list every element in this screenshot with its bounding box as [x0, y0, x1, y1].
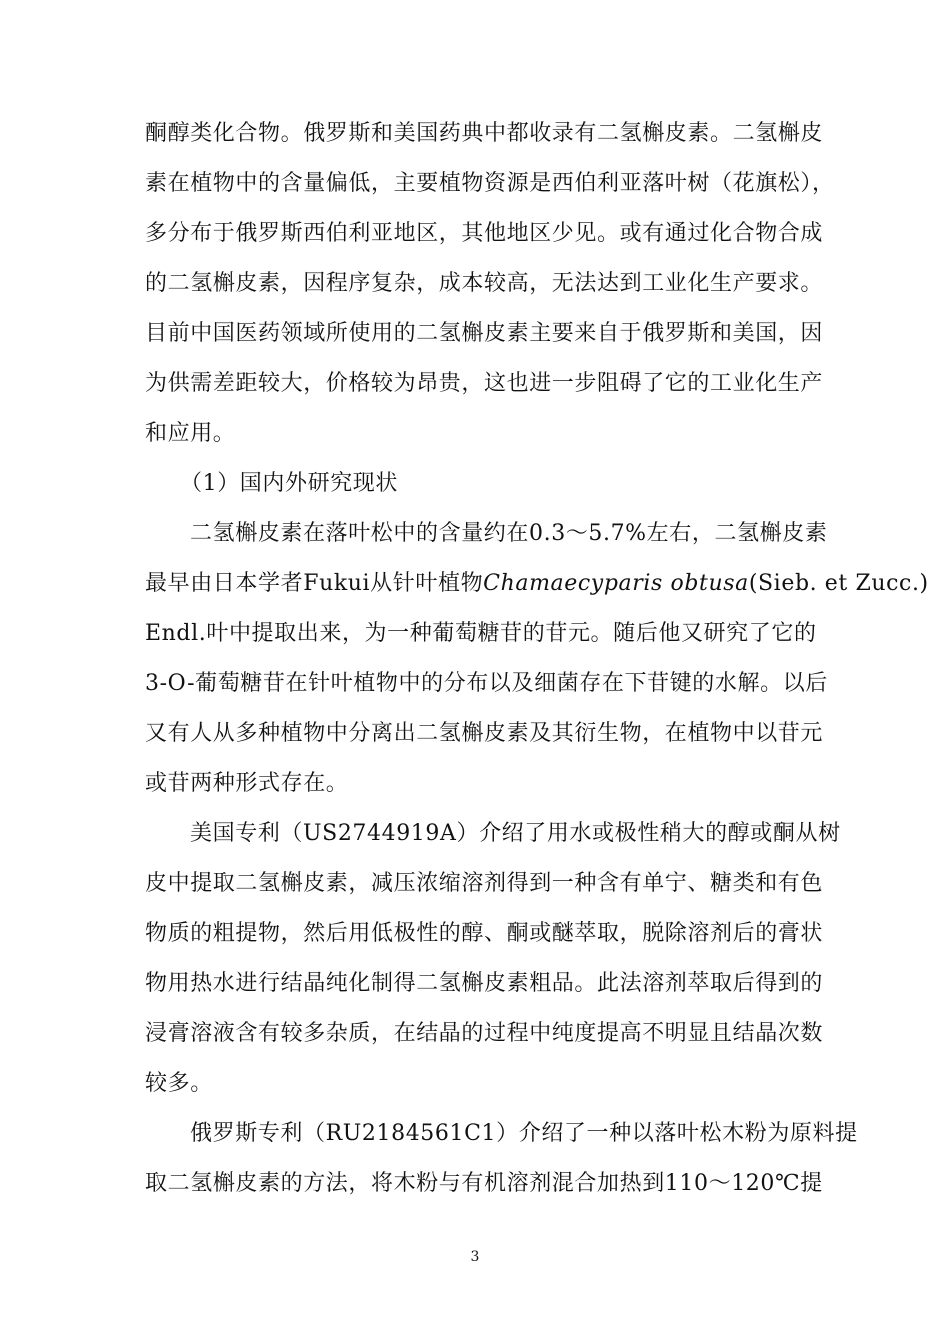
text-line: Endl.叶中提取出来，为一种葡萄糖苷的苷元。随后他又研究了它的	[145, 621, 817, 646]
text-segment: (Sieb. et Zucc.)	[748, 571, 929, 596]
text-line: 二氢槲皮素在落叶松中的含量约在0.3～5.7%左右，二氢槲皮素	[190, 521, 828, 546]
text-line: 酮醇类化合物。俄罗斯和美国药典中都收录有二氢槲皮素。二氢槲皮	[145, 121, 824, 146]
text-line: 的二氢槲皮素，因程序复杂，成本较高，无法达到工业化生产要求。	[145, 271, 824, 296]
text-line: 美国专利（US2744919A）介绍了用水或极性稍大的醇或酮从树	[190, 821, 841, 846]
text-line-with-species-name	[145, 569, 929, 599]
text-line: 为供需差距较大，价格较为昂贵，这也进一步阻碍了它的工业化生产	[145, 371, 824, 396]
text-line: 素在植物中的含量偏低，主要植物资源是西伯利亚落叶树（花旗松），	[145, 171, 835, 196]
text-line: 取二氢槲皮素的方法，将木粉与有机溶剂混合加热到110～120℃提	[145, 1171, 823, 1196]
text-line: 又有人从多种植物中分离出二氢槲皮素及其衍生物，在植物中以苷元	[145, 721, 824, 746]
page-number: 3	[470, 1249, 480, 1265]
text-line: 俄罗斯专利（RU2184561C1）介绍了一种以落叶松木粉为原料提	[190, 1121, 858, 1146]
text-line: 浸膏溶液含有较多杂质，在结晶的过程中纯度提高不明显且结晶次数	[145, 1021, 824, 1046]
text-line: 物质的粗提物，然后用低极性的醇、酮或醚萃取，脱除溶剂后的膏状	[145, 921, 824, 946]
species-name: Chamaecyparis obtusa	[483, 571, 749, 596]
text-segment: 最早由日本学者Fukui从针叶植物	[145, 571, 484, 596]
text-line: 物用热水进行结晶纯化制得二氢槲皮素粗品。此法溶剂萃取后得到的	[145, 971, 824, 996]
text-line: 较多。	[145, 1071, 213, 1096]
text-line: 或苷两种形式存在。	[145, 771, 349, 796]
section-heading: （1）国内外研究现状	[180, 471, 398, 496]
text-line: 目前中国医药领域所使用的二氢槲皮素主要来自于俄罗斯和美国，因	[145, 321, 824, 346]
text-line: 皮中提取二氢槲皮素，减压浓缩溶剂得到一种含有单宁、糖类和有色	[145, 871, 824, 896]
text-line: 和应用。	[145, 421, 236, 446]
text-line: 3-O-葡萄糖苷在针叶植物中的分布以及细菌存在下苷键的水解。以后	[145, 671, 828, 696]
text-line: 多分布于俄罗斯西伯利亚地区，其他地区少见。或有通过化合物合成	[145, 221, 824, 246]
